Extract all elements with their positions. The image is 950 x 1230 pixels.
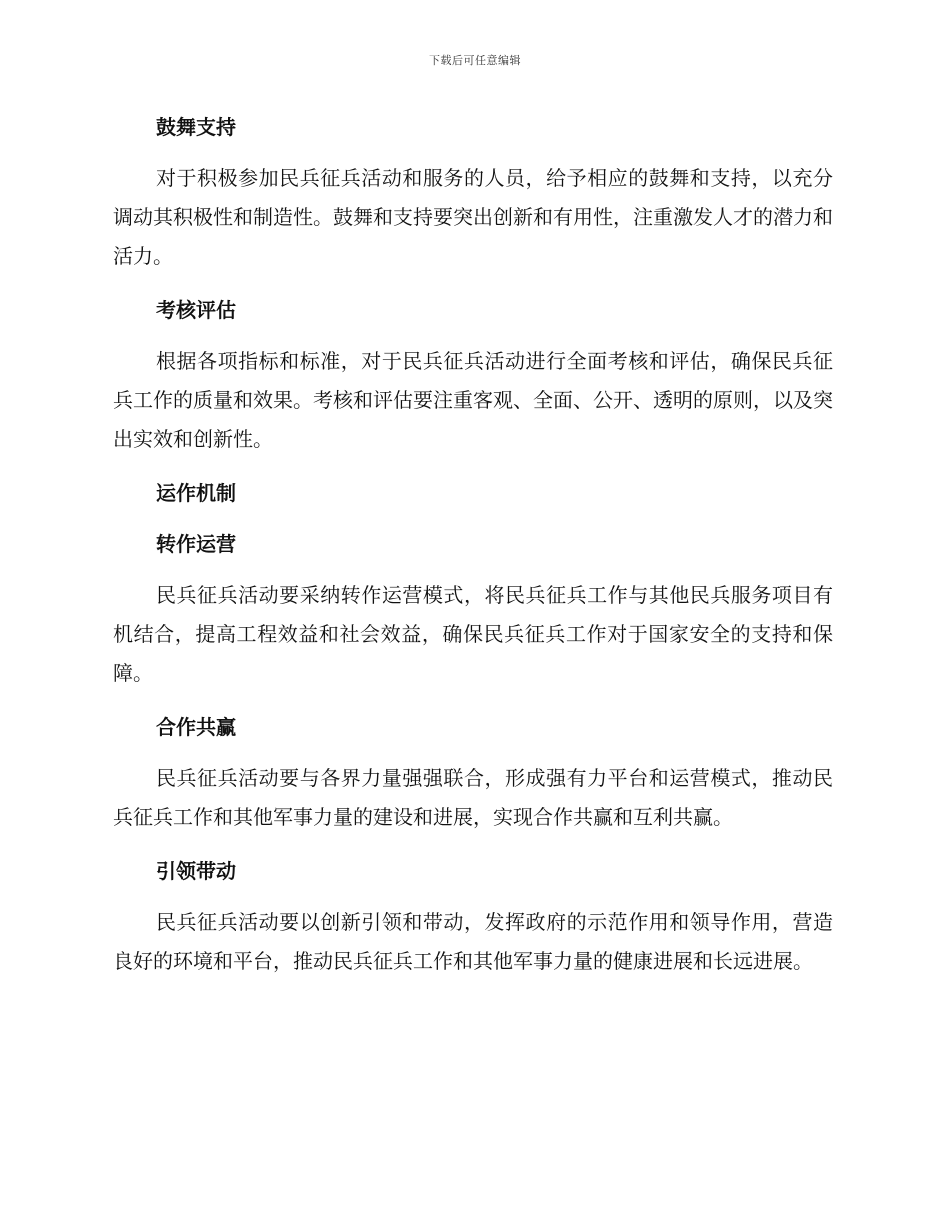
section-heading-operation: 转作运营 [156, 532, 236, 556]
section-heading-cooperation: 合作共赢 [156, 715, 236, 739]
section-heading-assessment: 考核评估 [156, 298, 236, 322]
section-paragraph-cooperation: 民兵征兵活动要与各界力量强强联合，形成强有力平台和运营模式，推动民兵征兵工作和其他军事力量的建设和进展，实现合作共赢和互利共赢。 [113, 766, 833, 829]
section-paragraph-operation: 民兵征兵活动要采纳转作运营模式，将民兵征兵工作与其他民兵服务项目有机结合，提高工程效益和社会效益，确保民兵征兵工作对于国家安全的支持和保障。 [113, 583, 833, 685]
section-paragraph-encouragement: 对于积极参加民兵征兵活动和服务的人员，给予相应的鼓舞和支持，以充分调动其积极性和制造性。鼓舞和支持要突出创新和有用性，注重激发人才的潜力和活力。 [113, 166, 833, 268]
document-body [113, 110, 833, 981]
section-paragraph-leadership: 民兵征兵活动要以创新引领和带动，发挥政府的示范作用和领导作用，营造良好的环境和平台，推动民兵征兵工作和其他军事力量的健康进展和长远进展。 [113, 910, 833, 973]
page-header: 下载后可任意编辑 [429, 54, 521, 67]
section-heading-mechanism: 运作机制 [156, 481, 236, 505]
section-heading-encouragement: 鼓舞支持 [156, 115, 236, 139]
section-paragraph-assessment: 根据各项指标和标准，对于民兵征兵活动进行全面考核和评估，确保民兵征兵工作的质量和效果。考核和评估要注重客观、全面、公开、透明的原则，以及突出实效和创新性。 [113, 349, 833, 451]
section-heading-leadership: 引领带动 [156, 859, 236, 883]
